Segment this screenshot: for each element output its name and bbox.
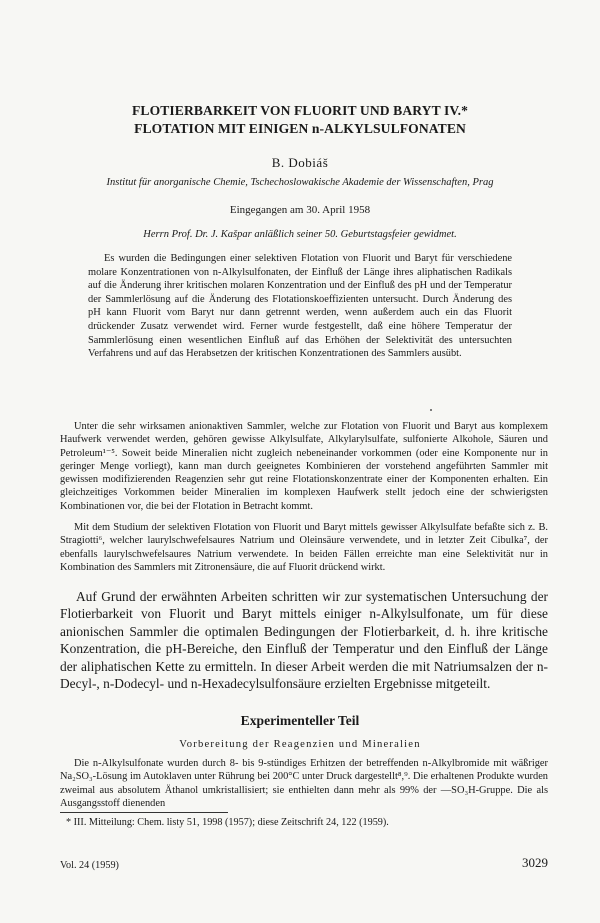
intro-paragraph-3: Auf Grund der erwähnten Arbeiten schritten wir zur systematischen Untersuchung der Flotierbarkeit von Fluorit und Baryt mittels einiger n-Alkylsulfonate, um für diese anionischen Sammler die optimalen Bedingungen der Flotierbarkeit, d. h. ihre kritische Konzentration, die pH-Bereiche, den Einfluß der Temperatur und den Einfluß der Länge der aliphatischen Kette zu ermitteln. In dieser Arbeit werden die mit Natriumsalzen der n-Decyl-, n-Dodecyl- und n-Hexadecylsulfonsäure erzielten Ergebnisse mitgeteilt. — [60, 589, 548, 692]
abstract: Es wurden die Bedingungen einer selektiven Flotation von Fluorit und Baryt für verschiedene molare Konzentrationen von n-Alkylsulfonaten, der Einfluß der Länge ihres aliphatischen Radikals auf die Änderung ihrer kritischen molaren Konzentration und der Einfluß des pH und der Temperatur der Sammlerlösung auf die Änderung des Flotationskoeffizienten untersucht. Durch Änderung des pH kann Fluorit vom Baryt nur dann getrennt werden, wenn außerdem auch ein das Fluorit drückender Zusatz verwendet wird. Ferner wurde festgestellt, daß eine höhere Temperatur der Sammlerlösung einen wesentlichen Einfluß auf das Erhöhen der Selektivität des untersuchten Verfahrens und auf das Herabsetzen der kritischen Konzentrationen des Sammlers ausübt. — [88, 253, 512, 360]
author-name: B. Dobiáš — [271, 155, 329, 170]
page-number: 3029 — [522, 855, 548, 870]
intro-paragraph-2: Mit dem Studium der selektiven Flotation von Fluorit und Baryt mittels gewisser Alkylsulfate befaßte sich z. B. Stragiotti⁶, welcher laurylschwefelsaures Natrium und Oleinsäure verwendete, und in letzter Zeit Cibulka⁷, der ebenfalls laurylschwefelsaures Natrium verwendete. In beiden Fällen erreichte man eine Selektivität nur in Kombination des Sammlers mit Zitronensäure, die auf Fluorit drückend wirkt. — [60, 522, 548, 573]
section-title: Experimenteller Teil — [240, 713, 360, 728]
article-title-line-1: FLOTIERBARKEIT VON FLUORIT UND BARYT IV.* — [132, 103, 468, 118]
author-affiliation: Institut für anorganische Chemie, Tschechoslowakische Akademie der Wissenschaften, Prag — [106, 177, 494, 188]
journal-volume: Vol. 24 (1959) — [60, 860, 119, 871]
intro-paragraph-1: Unter die sehr wirksamen anionaktiven Sammler, welche zur Flotation von Fluorit und Baryt aus komplexem Haufwerk verwendet werden, gehören gewisse Alkylsulfate, Alkylarylsulfate, sulfonierte Alkohole, Säuren und Petroleum¹⁻⁵. Soweit beide Mineralien nicht zugleich nebeneinander vorkommen (oder eine Komponente nur in geringer Menge vorliegt), kann man durch geeignetes Kombinieren der vorstehend angeführten Sammler mit gewissen modifizierenden Reagenzien sehr gut reine Flotationskonzentrate einer der Komponenten erhalten. Ein gleichzeitiges Vorkommen beider Mineralien im komplexen Haufwerk stellt jedoch eine der schwierigsten Kombinationen vor, die bei der Flotation in Betracht kommt. — [60, 421, 548, 512]
footnote-divider — [60, 812, 228, 813]
received-date: Eingegangen am 30. April 1958 — [229, 204, 371, 216]
footnote: * III. Mitteilung: Chem. listy 51, 1998 (1957); diese Zeitschrift 24, 122 (1959). — [66, 817, 389, 828]
print-speck — [430, 409, 432, 411]
subsection-title: Vorbereitung der Reagenzien und Mineralien — [179, 739, 421, 750]
dedication: Herrn Prof. Dr. J. Kašpar anläßlich seiner 50. Geburtstagsfeier gewidmet. — [143, 229, 457, 240]
experimental-paragraph: Die n-Alkylsulfonate wurden durch 8- bis 9-stündiges Erhitzen der betreffenden n-Alkylbromide mit wäßriger Na₂SO₃-Lösung im Autoklaven unter Rührung bei 200°C unter Druck dargestellt⁸,⁹. Die erhaltenen Produkte wurden zweimal aus absolutem Äthanol umkristallisiert; sie enthielten dann mehr als 99% der —SO₃H-Gruppe. Die als Ausgangsstoff dienenden — [60, 758, 548, 809]
article-title-line-2: FLOTATION MIT EINIGEN n-ALKYLSULFONATEN — [134, 121, 466, 136]
